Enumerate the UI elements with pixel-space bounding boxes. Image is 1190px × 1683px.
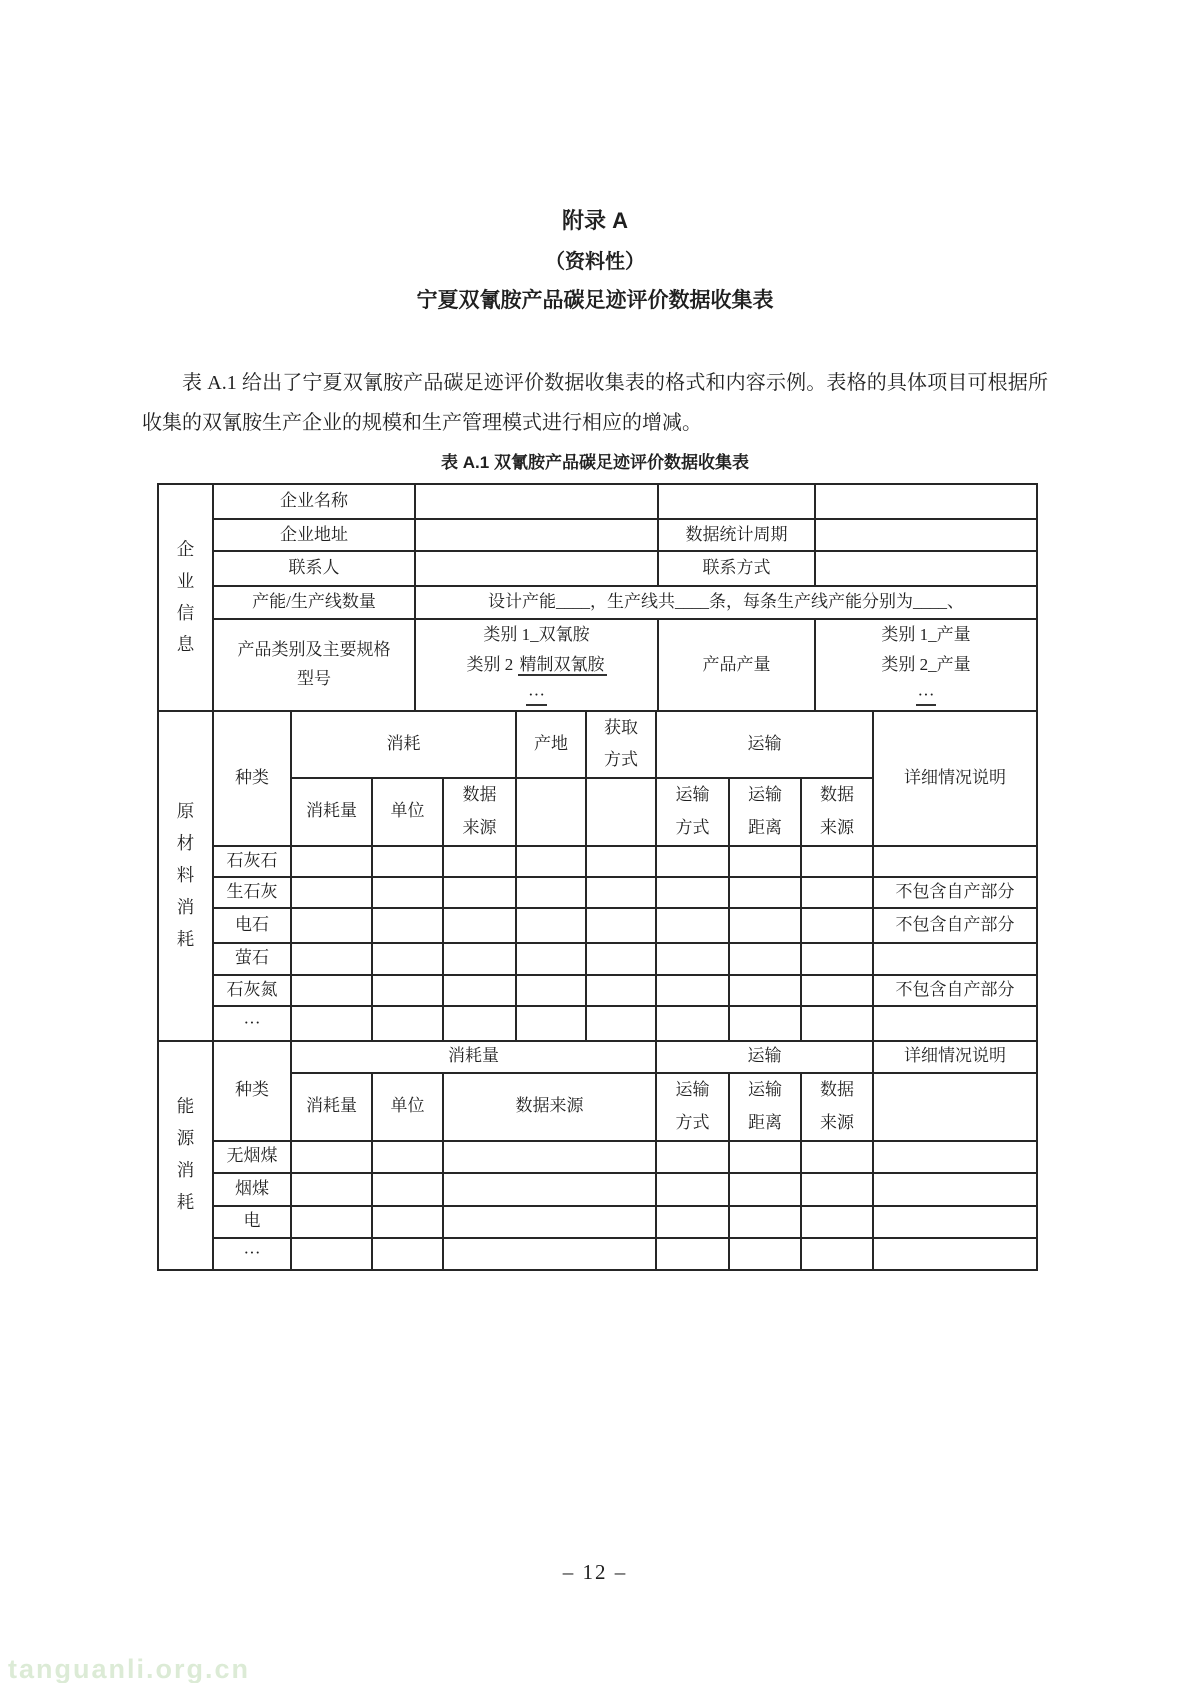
consumption-group-header: 消耗	[291, 711, 516, 778]
data-source-header: 数据来源	[443, 778, 516, 846]
empty-cell	[729, 908, 801, 943]
empty-cell	[291, 1173, 372, 1206]
empty-cell	[873, 1173, 1037, 1206]
table-caption: 表 A.1 双氰胺产品碳足迹评价数据收集表	[441, 453, 749, 472]
company-address-label: 企业地址	[213, 519, 415, 551]
material-note: 不包含自产部分	[873, 975, 1037, 1006]
company-name-label: 企业名称	[213, 484, 415, 519]
material-kind: ···	[213, 1006, 291, 1041]
material-kind: 石灰氮	[213, 975, 291, 1006]
table-row	[158, 484, 1037, 519]
contact-person-label: 联系人	[213, 551, 415, 586]
empty-cell	[729, 943, 801, 975]
empty-cell	[729, 1141, 801, 1173]
empty-cell	[801, 1141, 873, 1173]
contact-method-label: 联系方式	[658, 551, 815, 586]
energy-table	[157, 1040, 1038, 1271]
empty-cell	[291, 1238, 372, 1270]
contact-person-value-cell	[415, 551, 658, 586]
material-note	[873, 943, 1037, 975]
empty-cell	[372, 1141, 443, 1173]
product-type-label: 产品类别及主要规格型号	[213, 619, 415, 711]
empty-cell	[815, 484, 1037, 519]
appendix-heading: 宁夏双氰胺产品碳足迹评价数据收集表	[416, 289, 774, 312]
transport-distance-header: 运输距离	[729, 1073, 801, 1141]
empty-cell	[656, 1238, 729, 1270]
material-kind: 电石	[213, 908, 291, 943]
unit-header: 单位	[372, 778, 443, 846]
kind-header: 种类	[213, 711, 291, 846]
table-header-row	[158, 711, 1037, 778]
section-label-enterprise	[158, 484, 213, 711]
material-note: 不包含自产部分	[873, 877, 1037, 908]
data-period-label: 数据统计周期	[658, 519, 815, 551]
consumption-group-header: 消耗量	[291, 1041, 656, 1073]
product-output-cell	[815, 619, 1037, 711]
detail-header: 详细情况说明	[873, 711, 1037, 846]
empty-cell	[801, 1206, 873, 1238]
enterprise-info-table	[157, 483, 1038, 712]
data-period-value-cell	[815, 519, 1037, 551]
table-row	[158, 1238, 1037, 1270]
empty-cell	[586, 877, 656, 908]
product-category-cell	[415, 619, 658, 711]
empty-cell	[516, 943, 586, 975]
category-line: 类别 2 精制双氰胺	[466, 655, 605, 674]
appendix-type-label: （资料性）	[545, 251, 645, 273]
empty-cell	[291, 1206, 372, 1238]
empty-cell	[586, 908, 656, 943]
amount-header: 消耗量	[291, 778, 372, 846]
material-note	[873, 1006, 1037, 1041]
unit-header: 单位	[372, 1073, 443, 1141]
empty-cell	[801, 877, 873, 908]
table-header-row	[158, 1041, 1037, 1073]
empty-cell	[516, 877, 586, 908]
empty-cell	[873, 1073, 1037, 1141]
empty-cell	[801, 1173, 873, 1206]
empty-cell	[801, 1238, 873, 1270]
energy-kind: 烟煤	[213, 1173, 291, 1206]
watermark: tanguanli.org.cn	[8, 1654, 251, 1683]
section-label-materials	[158, 711, 213, 1041]
data-collection-table	[157, 483, 1036, 1271]
empty-cell	[291, 943, 372, 975]
empty-cell	[372, 908, 443, 943]
empty-cell	[729, 1173, 801, 1206]
empty-cell	[656, 908, 729, 943]
table-row	[158, 619, 1037, 711]
empty-cell	[729, 877, 801, 908]
empty-cell	[586, 778, 656, 846]
transport-source-header: 数据来源	[801, 1073, 873, 1141]
empty-cell	[586, 943, 656, 975]
raw-materials-table	[157, 710, 1038, 1042]
energy-kind: 无烟煤	[213, 1141, 291, 1173]
empty-cell	[801, 975, 873, 1006]
product-output-label: 产品产量	[658, 619, 815, 711]
amount-header: 消耗量	[291, 1073, 372, 1141]
material-note: 不包含自产部分	[873, 908, 1037, 943]
capacity-label: 产能/生产线数量	[213, 586, 415, 619]
empty-cell	[443, 1206, 656, 1238]
empty-cell	[372, 846, 443, 877]
empty-cell	[372, 1238, 443, 1270]
empty-cell	[873, 1206, 1037, 1238]
material-kind: 萤石	[213, 943, 291, 975]
contact-method-value-cell	[815, 551, 1037, 586]
empty-cell	[656, 1173, 729, 1206]
empty-cell	[656, 975, 729, 1006]
empty-cell	[516, 778, 586, 846]
empty-cell	[372, 943, 443, 975]
table-row	[158, 586, 1037, 619]
table-row	[158, 846, 1037, 877]
page-number: – 12 –	[562, 1560, 628, 1584]
empty-cell	[443, 908, 516, 943]
data-source-header: 数据来源	[443, 1073, 656, 1141]
table-row	[158, 943, 1037, 975]
empty-cell	[443, 1006, 516, 1041]
transport-group-header: 运输	[656, 1041, 873, 1073]
kind-header: 种类	[213, 1041, 291, 1141]
empty-cell	[291, 1006, 372, 1041]
empty-cell	[443, 1173, 656, 1206]
detail-header: 详细情况说明	[873, 1041, 1037, 1073]
empty-cell	[586, 846, 656, 877]
empty-cell	[291, 908, 372, 943]
empty-cell	[443, 1141, 656, 1173]
empty-cell	[729, 1206, 801, 1238]
empty-cell	[729, 1006, 801, 1041]
empty-cell	[873, 1141, 1037, 1173]
empty-cell	[729, 846, 801, 877]
empty-cell	[291, 1141, 372, 1173]
section-label-energy	[158, 1041, 213, 1270]
empty-cell	[372, 1006, 443, 1041]
category-line: 类别 1_双氰胺	[483, 625, 590, 644]
category-line: ···	[528, 685, 545, 704]
empty-cell	[372, 975, 443, 1006]
empty-cell	[443, 975, 516, 1006]
empty-cell	[516, 846, 586, 877]
origin-header: 产地	[516, 711, 586, 778]
empty-cell	[443, 1238, 656, 1270]
material-note	[873, 846, 1037, 877]
capacity-fill-in-cell: 设计产能____，生产线共____条，每条生产线产能分别为____、	[415, 586, 1037, 619]
table-row	[158, 551, 1037, 586]
table-row	[158, 519, 1037, 551]
acquisition-header: 获取方式	[586, 711, 656, 778]
section-label-text: 能源消耗	[176, 1096, 195, 1212]
empty-cell	[586, 1006, 656, 1041]
company-name-value-cell	[415, 484, 658, 519]
transport-source-header: 数据来源	[801, 778, 873, 846]
energy-kind: 电	[213, 1206, 291, 1238]
material-kind: 石灰石	[213, 846, 291, 877]
empty-cell	[658, 484, 815, 519]
empty-cell	[516, 908, 586, 943]
empty-cell	[443, 877, 516, 908]
empty-cell	[873, 1238, 1037, 1270]
table-row	[158, 908, 1037, 943]
empty-cell	[291, 846, 372, 877]
empty-cell	[443, 943, 516, 975]
empty-cell	[801, 943, 873, 975]
transport-mode-header: 运输方式	[656, 778, 729, 846]
empty-cell	[656, 943, 729, 975]
output-line: 类别 1_产量	[881, 625, 971, 644]
transport-group-header: 运输	[656, 711, 873, 778]
table-row	[158, 877, 1037, 908]
section-label-text: 原材料消耗	[176, 801, 195, 949]
empty-cell	[656, 1006, 729, 1041]
empty-cell	[801, 846, 873, 877]
material-kind: 生石灰	[213, 877, 291, 908]
transport-distance-header: 运输距离	[729, 778, 801, 846]
table-row	[158, 1141, 1037, 1173]
output-line: ···	[917, 685, 935, 704]
table-row	[158, 1173, 1037, 1206]
empty-cell	[656, 877, 729, 908]
empty-cell	[372, 1206, 443, 1238]
empty-cell	[372, 877, 443, 908]
empty-cell	[516, 975, 586, 1006]
energy-kind: ···	[213, 1238, 291, 1270]
empty-cell	[656, 846, 729, 877]
empty-cell	[291, 975, 372, 1006]
section-label-text: 企业信息	[176, 538, 195, 655]
empty-cell	[443, 846, 516, 877]
table-row	[158, 975, 1037, 1006]
empty-cell	[656, 1206, 729, 1238]
empty-cell	[656, 1141, 729, 1173]
empty-cell	[516, 1006, 586, 1041]
empty-cell	[372, 1173, 443, 1206]
empty-cell	[801, 1006, 873, 1041]
table-row	[158, 1006, 1037, 1041]
empty-cell	[729, 1238, 801, 1270]
company-address-value-cell	[415, 519, 658, 551]
empty-cell	[586, 975, 656, 1006]
empty-cell	[291, 877, 372, 908]
output-line: 类别 2_产量	[881, 655, 971, 674]
empty-cell	[729, 975, 801, 1006]
empty-cell	[801, 908, 873, 943]
table-row	[158, 1206, 1037, 1238]
appendix-title: 附录 A	[561, 208, 628, 233]
transport-mode-header: 运输方式	[656, 1073, 729, 1141]
intro-paragraph: 表 A.1 给出了宁夏双氰胺产品碳足迹评价数据收集表的格式和内容示例。表格的具体项目可根据所收集的双氰胺生产企业的规模和生产管理模式进行相应的增减。	[142, 372, 1048, 434]
